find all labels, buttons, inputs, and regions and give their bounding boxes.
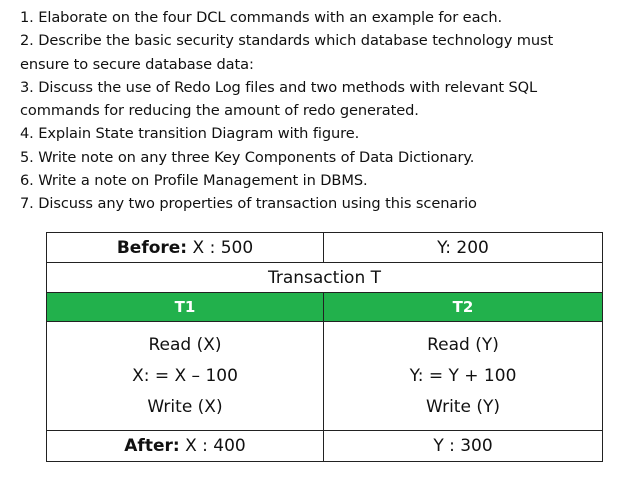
question-line: 1. Elaborate on the four DCL commands with an example for each.: [20, 9, 503, 26]
before-label: Before:: [116, 237, 188, 258]
transaction-row: [47, 263, 603, 293]
after-row: [47, 431, 603, 462]
t2-operations: [324, 322, 603, 431]
t1-operations: [47, 322, 324, 431]
after-y-value: Y : 300: [433, 436, 493, 456]
transaction-scenario-table: [46, 232, 603, 462]
transaction-header-row: [47, 293, 603, 322]
before-row: [47, 233, 603, 263]
t2-op-write: Write (Y): [426, 396, 500, 417]
after-label: After:: [124, 436, 180, 456]
question-line: 3. Discuss the use of Redo Log files and two methods with relevant SQL: [20, 78, 538, 96]
t1-header: T1: [47, 293, 324, 322]
t2-op-read: Read (Y): [427, 334, 499, 355]
question-line: 4. Explain State transition Diagram with figure.: [20, 125, 360, 143]
before-x-cell: [47, 233, 324, 263]
operations-row: [47, 322, 603, 431]
question-line: commands for reducing the amount of redo generated.: [20, 102, 419, 120]
question-line: 2. Describe the basic security standards which database technology must: [20, 32, 554, 50]
question-line: 7. Discuss any two properties of transaction using this scenario: [20, 195, 477, 213]
before-y-cell: [324, 233, 603, 263]
question-line: 5. Write note on any three Key Components of Data Dictionary.: [20, 148, 475, 166]
transaction-title: Transaction T: [47, 263, 603, 293]
before-y-value: Y: 200: [437, 237, 489, 258]
t2-op-update: Y: = Y + 100: [409, 365, 517, 386]
t2-header: T2: [324, 293, 603, 322]
after-x-cell: [47, 431, 324, 462]
t1-op-read: Read (X): [148, 334, 222, 355]
after-x-value: X : 400: [185, 436, 246, 456]
question-line: 6. Write a note on Profile Management in DBMS.: [20, 172, 368, 190]
t1-op-write: Write (X): [147, 396, 223, 417]
question-list: [20, 6, 620, 216]
question-line: ensure to secure database data:: [20, 55, 254, 73]
after-y-cell: [324, 431, 603, 462]
t1-op-update: X: = X – 100: [132, 365, 238, 386]
before-x-value: X : 500: [192, 237, 254, 258]
